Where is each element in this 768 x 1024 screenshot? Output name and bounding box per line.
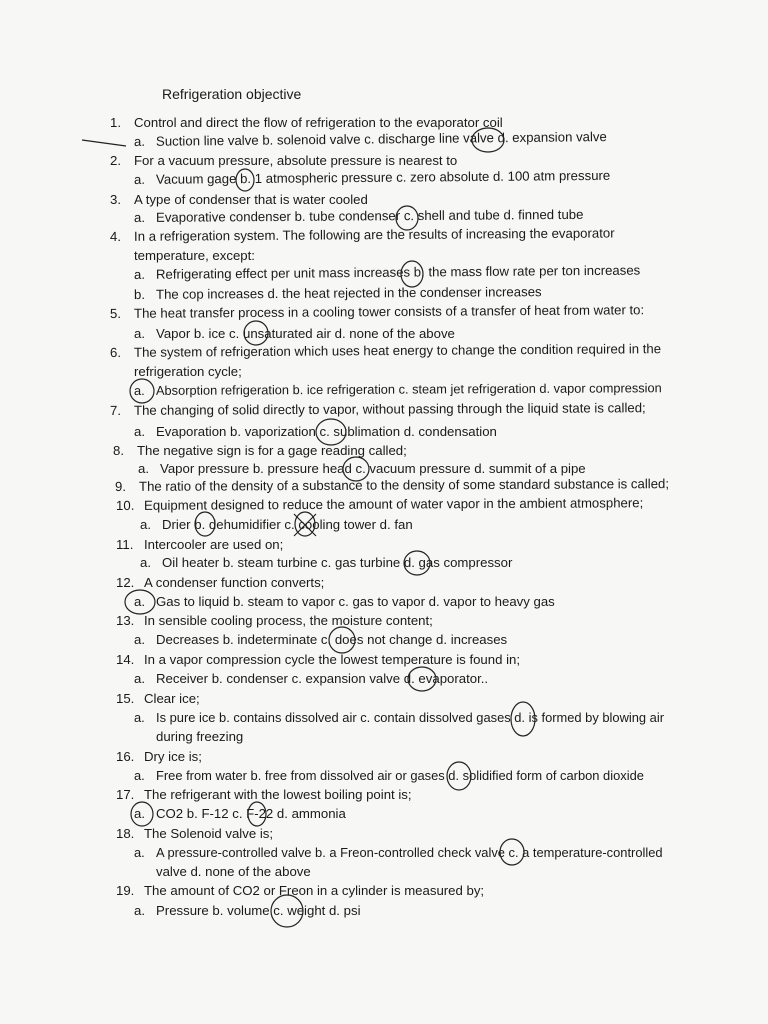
question-text: A type of condenser that is water cooled <box>134 192 368 207</box>
option-text: Vapor pressure b. pressure head c. vacuum pressure d. summit of a pipe <box>160 461 586 476</box>
option-text: Is pure ice b. contains dissolved air c. contain dissolved gases d. is formed by blowing air <box>156 710 665 725</box>
question-7-options <box>134 424 497 439</box>
question-4-options <box>134 263 640 282</box>
question-text: The amount of CO2 or Freon in a cylinder is measured by; <box>144 883 485 898</box>
question-number: 1. <box>110 115 121 130</box>
option-text: Gas to liquid b. steam to vapor c. gas to vapor d. vapor to heavy gas <box>156 594 555 609</box>
question-6-line-2: refrigeration cycle; <box>134 364 242 379</box>
option-label: a. <box>134 806 145 821</box>
question-number: 13. <box>116 613 135 628</box>
question-15-options-2: during freezing <box>156 729 244 744</box>
question-text: The refrigerant with the lowest boiling point is; <box>144 787 412 802</box>
question-9 <box>115 476 669 494</box>
question-4-line-2: temperature, except: <box>134 248 255 263</box>
option-text: Refrigerating effect per unit mass increases b. the mass flow rate per ton increases <box>155 262 641 282</box>
question-text: The negative sign is for a gage reading called; <box>137 443 407 458</box>
question-11-options <box>140 555 512 570</box>
question-7 <box>110 400 646 418</box>
option-text: Free from water b. free from dissolved air or gases d. solidified form of carbon dioxide <box>156 768 644 783</box>
question-1 <box>110 115 503 130</box>
option-label: a. <box>134 768 145 783</box>
question-4-options-2 <box>134 284 542 302</box>
option-text: Vapor b. ice c. unsaturated air d. none of the above <box>156 326 455 341</box>
option-label: a. <box>134 326 145 341</box>
question-13-options <box>134 632 507 647</box>
question-19-options <box>134 903 361 918</box>
question-15 <box>116 691 200 706</box>
option-label: a. <box>133 266 146 282</box>
option-label: a. <box>133 171 146 187</box>
question-number: 11. <box>116 537 134 552</box>
question-17-options <box>134 806 346 821</box>
question-number: 5. <box>109 305 122 321</box>
option-label: a. <box>133 209 146 225</box>
option-text: Oil heater b. steam turbine c. gas turbine d. gas compressor <box>162 555 513 570</box>
question-text: In a vapor compression cycle the lowest temperature is found in; <box>144 652 521 667</box>
question-4 <box>110 225 615 244</box>
option-text: Evaporative condenser b. tube condenser c. shell and tube d. finned tube <box>155 206 584 225</box>
option-label: a. <box>140 555 151 570</box>
option-label: a. <box>133 133 146 149</box>
question-6-options <box>134 380 662 398</box>
option-text: CO2 b. F-12 c. F-22 d. ammonia <box>156 806 346 821</box>
option-label: a. <box>134 424 145 439</box>
question-text: The Solenoid valve is; <box>144 826 274 841</box>
question-number: 17. <box>116 787 135 802</box>
option-text: Receiver b. condenser c. expansion valve d. evaporator.. <box>156 671 489 686</box>
question-16-options <box>134 768 644 783</box>
question-text: Equipment designed to reduce the amount of water vapor in the ambient atmosphere; <box>143 495 644 513</box>
question-13 <box>116 613 433 628</box>
question-5 <box>110 302 644 321</box>
question-10 <box>116 495 643 513</box>
option-text: Drier b. dehumidifier c. cooling tower d. fan <box>162 517 413 532</box>
option-text: Vacuum gage b. 1 atmospheric pressure c. zero absolute d. 100 atm pressure <box>155 167 611 187</box>
question-text: Control and direct the flow of refrigeration to the evaporator coil <box>134 115 503 130</box>
question-12-options <box>134 594 555 609</box>
question-number: 15. <box>116 691 135 706</box>
question-text: The heat transfer process in a cooling tower consists of a transfer of heat from water to: <box>133 302 645 321</box>
option-label: a. <box>138 461 149 476</box>
question-text: The ratio of the density of a substance to the density of some standard substance is called; <box>138 476 670 494</box>
question-number: 19. <box>116 883 135 898</box>
question-text: A condenser function converts; <box>144 575 325 590</box>
question-5-options <box>134 326 455 341</box>
question-19 <box>116 883 484 898</box>
option-text: Suction line valve b. solenoid valve c. discharge line valve d. expansion valve <box>155 129 607 149</box>
option-label: a. <box>133 382 145 398</box>
question-6 <box>110 341 661 360</box>
option-text: A pressure-controlled valve b. a Freon-controlled check valve c. a temperature-controlled <box>156 845 663 860</box>
question-text: For a vacuum pressure, absolute pressure is nearest to <box>134 153 458 168</box>
question-number: 6. <box>109 344 122 360</box>
question-1-options <box>134 129 607 149</box>
option-label: a. <box>140 517 151 532</box>
option-label: a. <box>134 632 145 647</box>
question-18-options <box>134 845 663 860</box>
question-2 <box>110 153 457 168</box>
question-text: The system of refrigeration which uses heat energy to change the condition required in the <box>133 341 662 360</box>
question-text: In sensible cooling process, the moisture content; <box>144 613 433 628</box>
option-text: Pressure b. volume c. weight d. psi <box>156 903 361 918</box>
question-number: 18. <box>116 826 135 841</box>
question-number: 14. <box>116 652 135 667</box>
question-3-options <box>134 207 584 225</box>
option-label: a. <box>134 671 145 686</box>
question-10-options <box>140 517 413 532</box>
question-8 <box>113 443 407 458</box>
question-14-options <box>134 671 488 686</box>
question-3 <box>110 192 368 207</box>
question-16 <box>116 749 202 764</box>
option-label: a. <box>134 903 145 918</box>
option-label: a. <box>134 594 145 609</box>
question-12 <box>116 575 324 590</box>
question-15-options <box>134 710 664 725</box>
question-text: In a refrigeration system. The following are the results of increasing the evaporator <box>133 225 615 244</box>
page-title: Refrigeration objective <box>162 86 302 102</box>
pen-stroke <box>82 140 126 146</box>
question-number: 2. <box>110 153 121 168</box>
question-number: 12. <box>116 575 135 590</box>
option-text: The cop increases d. the heat rejected in the condenser increases <box>155 284 542 302</box>
question-8-options <box>138 461 586 476</box>
question-18 <box>116 826 273 841</box>
question-number: 7. <box>109 402 122 418</box>
question-text: Clear ice; <box>144 691 200 706</box>
option-label: a. <box>134 845 145 860</box>
option-text: Evaporation b. vaporization c. sublimation d. condensation <box>156 424 497 439</box>
question-number: 16. <box>116 749 135 764</box>
question-text: Dry ice is; <box>144 749 202 764</box>
question-text: Intercooler are used on; <box>144 537 284 552</box>
question-11 <box>116 537 283 552</box>
question-number: 8. <box>113 443 124 458</box>
question-2-options <box>134 168 610 187</box>
question-number: 10. <box>115 497 135 513</box>
question-18-options-2: valve d. none of the above <box>156 864 311 879</box>
question-text: The changing of solid directly to vapor, without passing through the liquid state is called; <box>133 400 646 418</box>
question-number: 9. <box>114 478 127 494</box>
question-number: 4. <box>109 228 122 244</box>
question-17 <box>116 787 412 802</box>
question-14 <box>116 652 520 667</box>
option-text: Decreases b. indeterminate c. does not change d. increases <box>156 632 508 647</box>
question-number: 3. <box>110 192 121 207</box>
option-label: b. <box>133 286 146 302</box>
option-label: a. <box>134 710 145 725</box>
option-text: Absorption refrigeration b. ice refrigeration c. steam jet refrigeration d. vapor compression <box>155 380 662 398</box>
